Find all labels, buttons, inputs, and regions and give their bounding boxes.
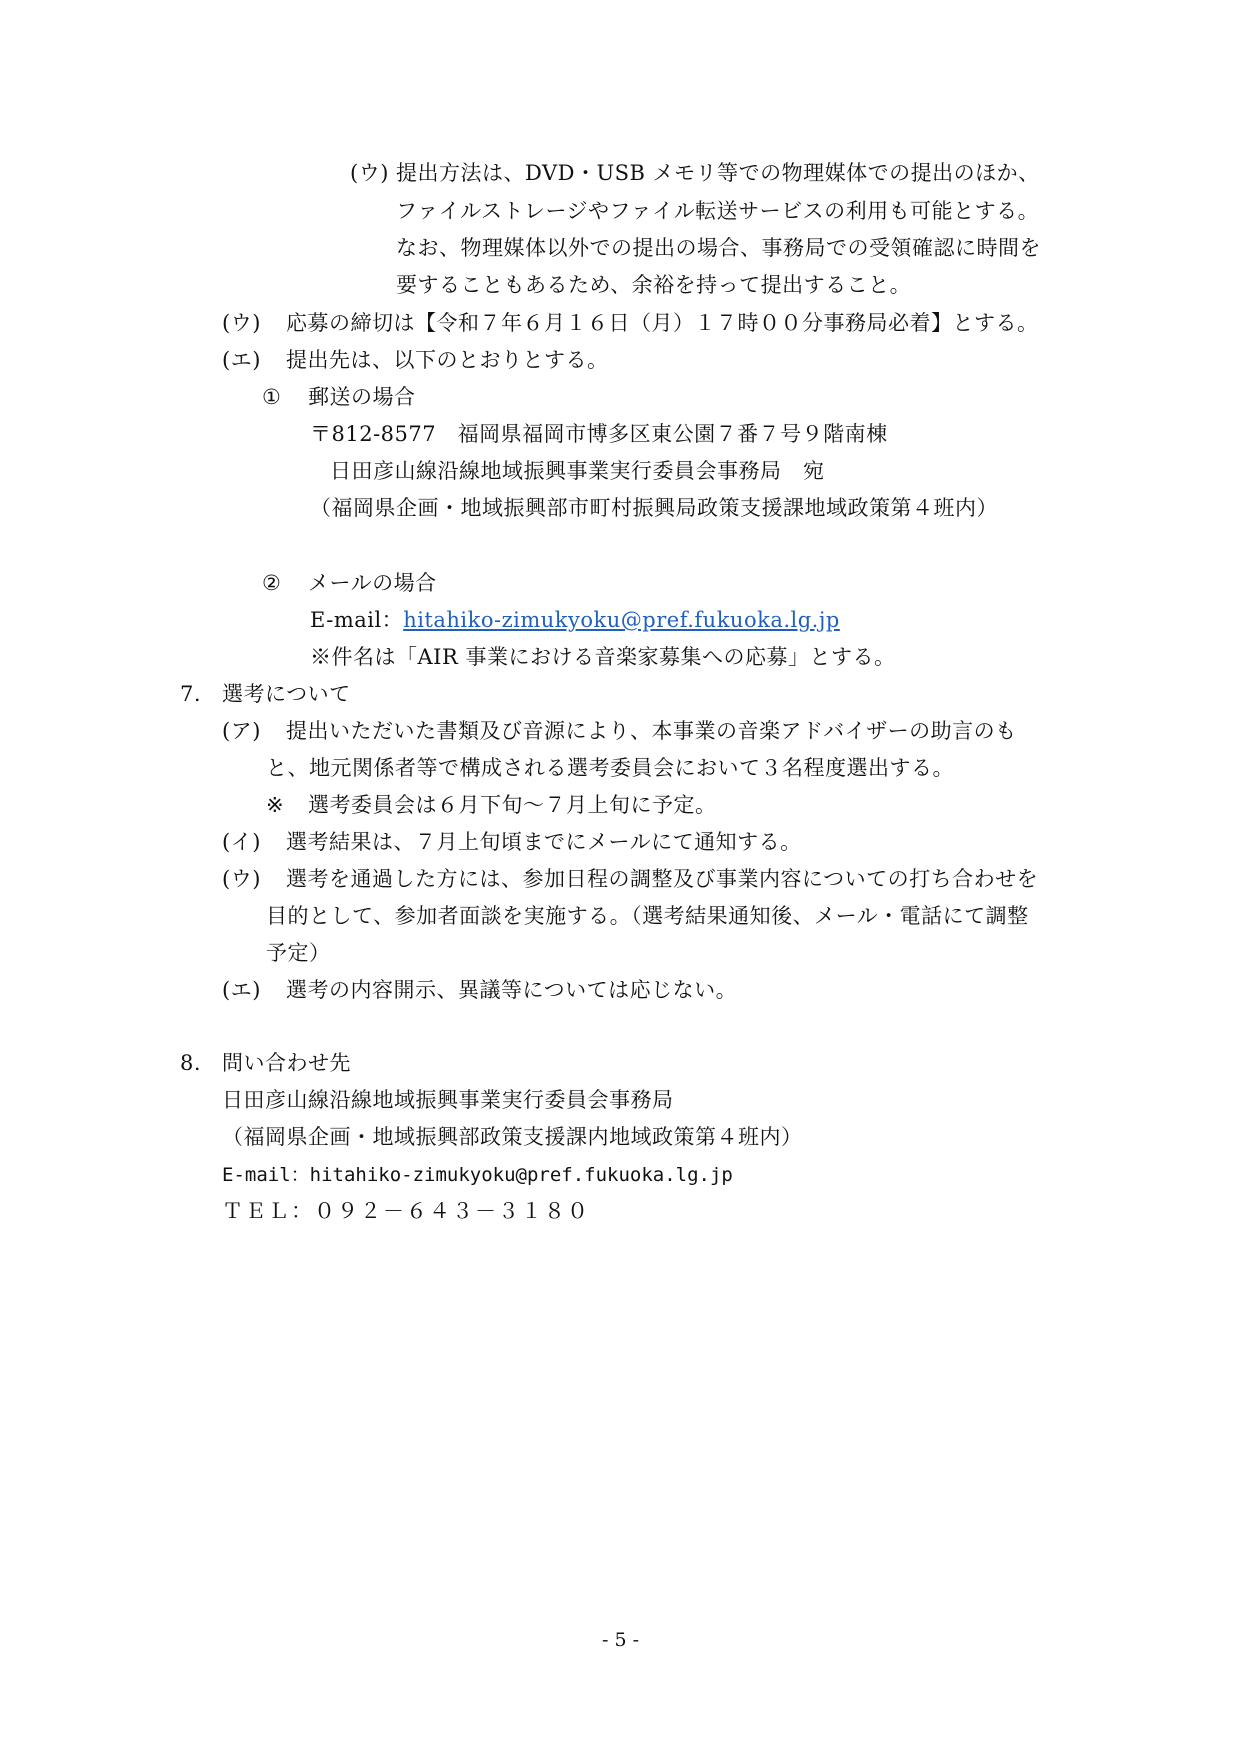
selection-a-line-2: と、地元関係者等で構成される選考委員会において３名程度選出する。 [266, 756, 954, 780]
selection-b-marker: (イ) [222, 830, 261, 854]
email-marker: ② [262, 571, 282, 595]
section-8-number: 8. [180, 1051, 202, 1075]
method-line-4: 要することもあるため、余裕を持って提出すること。 [396, 273, 912, 297]
selection-c-marker: (ウ) [222, 867, 261, 891]
method-line-1: 提出方法は、DVD・USB メモリ等での物理媒体での提出のほか、 [396, 161, 1040, 185]
section-8-heading: 問い合わせ先 [222, 1051, 351, 1075]
selection-a-note: 選考委員会は６月下旬～７月上旬に予定。 [308, 793, 717, 817]
email-title: メールの場合 [308, 571, 437, 595]
mail-title: 郵送の場合 [308, 385, 416, 409]
section-7-heading: 選考について [222, 682, 351, 706]
method-line-3: なお、物理媒体以外での提出の場合、事務局での受領確認に時間を [396, 236, 1041, 260]
email-link[interactable]: hitahiko-zimukyoku@pref.fukuoka.lg.jp [403, 608, 840, 632]
destination-text: 提出先は、以下のとおりとする。 [286, 348, 609, 372]
contact-tel: ＴＥＬ：０９２－６４３－３１８０ [222, 1199, 590, 1223]
selection-d-text: 選考の内容開示、異議等については応じない。 [286, 978, 738, 1002]
page-number: - 5 - [601, 1629, 639, 1651]
deadline-marker: (ウ) [222, 311, 261, 335]
destination-marker: (エ) [222, 348, 261, 372]
selection-a-marker: (ア) [222, 719, 261, 743]
deadline-text: 応募の締切は【令和７年６月１６日（月）１７時００分事務局必着】とする。 [286, 311, 1039, 335]
method-line-2: ファイルストレージやファイル転送サービスの利用も可能とする。 [396, 199, 1040, 223]
selection-a-line-1: 提出いただいた書類及び音源により、本事業の音楽アドバイザーの助言のも [286, 719, 1017, 743]
selection-d-marker: (エ) [222, 978, 261, 1002]
selection-c-line-2: 目的として、参加者面談を実施する。（選考結果通知後、メール・電話にて調整 [266, 904, 1029, 928]
contact-office: 日田彦山線沿線地域振興事業実行委員会事務局 [222, 1088, 674, 1112]
contact-email: E‐mail：hitahiko-zimukyoku@pref.fukuoka.lg.jp [222, 1164, 733, 1186]
selection-a-note-marker: ※ [266, 793, 285, 817]
contact-office-note: （福岡県企画・地域振興部政策支援課内地域政策第４班内） [222, 1125, 803, 1149]
mail-office: 日田彦山線沿線地域振興事業実行委員会事務局 宛 [330, 459, 825, 483]
section-7-number: 7. [180, 682, 202, 706]
method-marker: (ウ) [350, 161, 389, 185]
selection-b-text: 選考結果は、７月上旬頃までにメールにて通知する。 [286, 830, 802, 854]
selection-c-line-1: 選考を通過した方には、参加日程の調整及び事業内容についての打ち合わせを [286, 867, 1039, 891]
email-subject-note: ※件名は「AIR 事業における音楽家募集への応募」とする。 [310, 645, 896, 669]
mail-address: 〒812-8577 福岡県福岡市博多区東公園７番７号９階南棟 [310, 422, 888, 446]
mail-marker: ① [262, 385, 282, 409]
mail-office-note: （福岡県企画・地域振興部市町村振興局政策支援課地域政策第４班内） [310, 496, 998, 520]
selection-c-line-3: 予定） [266, 941, 331, 965]
email-line [310, 607, 840, 633]
email-label: E-mail： [310, 608, 404, 632]
